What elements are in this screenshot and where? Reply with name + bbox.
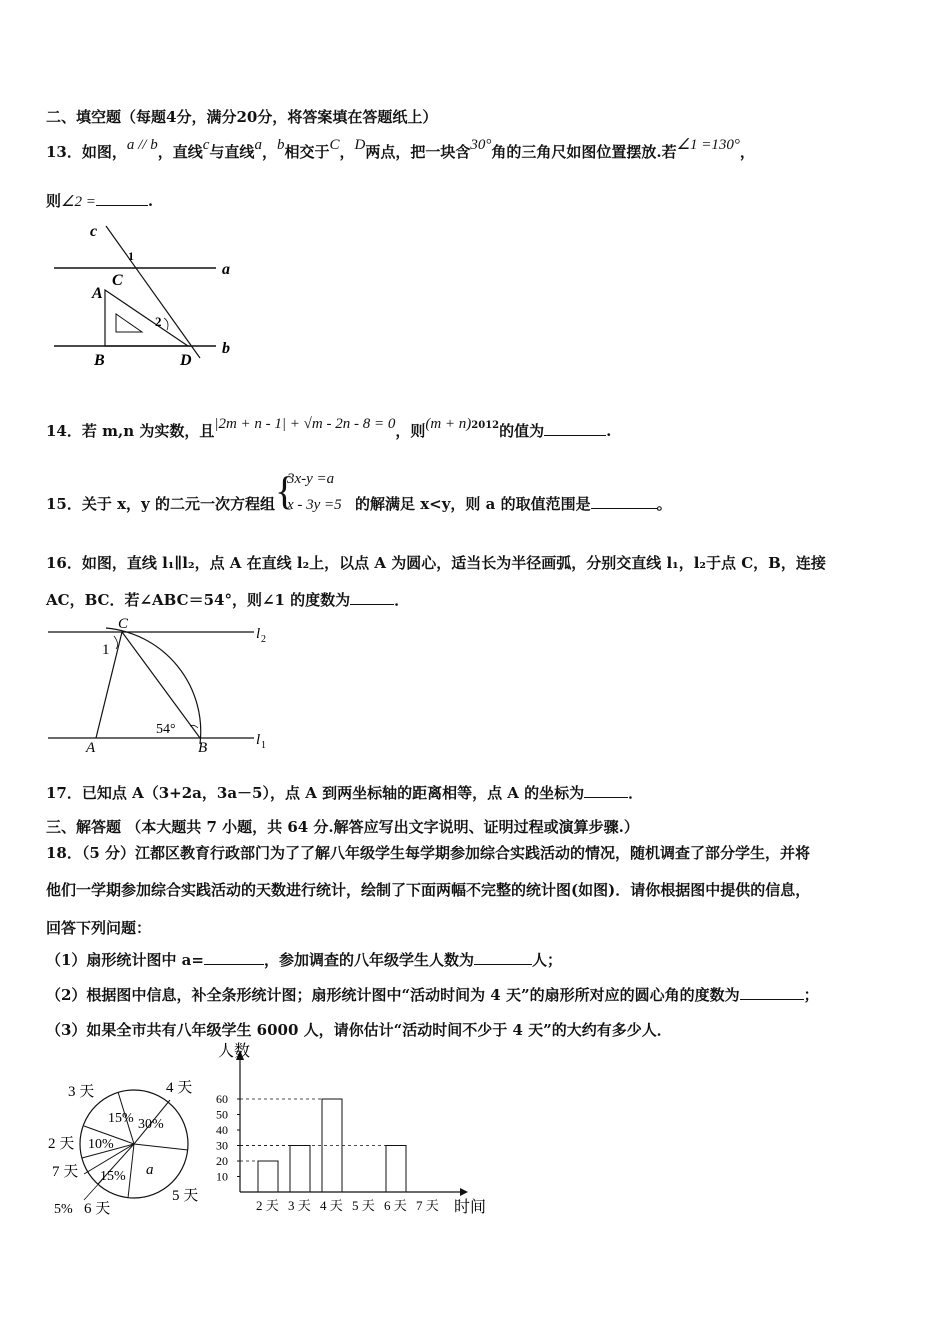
answer-blank — [544, 423, 606, 436]
triangle-inner — [116, 314, 142, 332]
q18-sub1 — [46, 949, 562, 970]
category-label-4days: 4 天 — [166, 1080, 193, 1096]
section3-title: 三、解答题 （本大题共 7 小题，共 64 分.解答应写出文字说明、证明过程或演算步骤.） — [46, 818, 639, 836]
q13-math6: D — [354, 137, 366, 153]
q14-line — [46, 416, 612, 441]
q13-math2: c — [202, 137, 210, 153]
slice-label-5days-pct: a — [146, 1162, 154, 1178]
q18-sub3: （3）如果全市共有八年级学生 6000 人，请你估计“活动时间不少于 4 天”的大约有多少人． — [46, 1021, 672, 1039]
q13-text3: 与直线 — [209, 143, 255, 161]
category-label-3days: 3 天 — [68, 1084, 95, 1100]
q16-end: ． — [394, 591, 410, 609]
q13-math1: a // b — [126, 137, 158, 153]
angle2-arc — [164, 318, 168, 330]
y-tick-label: 60 — [216, 1092, 228, 1106]
q17-text1: 已知点 A（3+2a，3a－5），点 A 到两坐标轴的距离相等，点 A 的坐标为 — [81, 784, 585, 802]
q15-num: 15． — [46, 495, 82, 513]
fig-label-A: A — [86, 740, 96, 756]
q13-line1 — [46, 137, 755, 162]
x-tick-label: 7 天 — [416, 1198, 439, 1213]
pie-chart — [44, 1070, 214, 1220]
q14-math1: |2m + n - 1| + √m - 2n - 8 = 0 — [214, 416, 396, 432]
q14-text1: 若 m,n 为实数，且 — [81, 422, 215, 440]
q16-text2: AC，BC．若∠ABC＝54°，则∠1 的度数为 — [46, 591, 351, 609]
slice-label-4days-pct: 30% — [138, 1117, 164, 1132]
x-tick-label: 4 天 — [320, 1198, 343, 1213]
q13-text1: 如图， — [81, 143, 127, 161]
q13-text5: 相交于 — [284, 143, 330, 161]
q13-math5: C — [329, 137, 340, 153]
slice-label-3days-pct: 15% — [108, 1111, 134, 1126]
q18-sub2-pre: （2）根据图中信息，补全条形统计图；扇形统计图中“活动时间为 4 天”的扇形所对应的圆心角的度数为 — [46, 986, 740, 1004]
x-tick-label: 2 天 — [256, 1198, 279, 1213]
answer-blank — [474, 952, 532, 965]
y-tick-label: 20 — [216, 1154, 228, 1168]
q14-math2: (m + n) — [425, 416, 472, 432]
q17-line — [46, 782, 643, 803]
q13-line2-math: ∠2 = — [61, 194, 96, 210]
slice-label-6days-pct: 15% — [100, 1169, 126, 1184]
q13-figure — [40, 222, 250, 372]
fig-label-l2: l — [256, 626, 261, 642]
q18-line1: 18．（5 分）江都区教育行政部门为了了解八年级学生每学期参加综合实践活动的情况，随机调查了部分学生，并将 — [46, 844, 811, 862]
q15-text2: 的解满足 x<y，则 a 的取值范围是 — [354, 495, 591, 513]
bar — [290, 1146, 310, 1193]
q18-sub1-end: 人； — [531, 951, 562, 969]
slice-label-2days-pct: 10% — [88, 1137, 114, 1152]
fig-label-l1-sub: 1 — [261, 740, 266, 751]
q16-line2 — [46, 589, 409, 610]
q15-line — [46, 468, 672, 514]
bar — [258, 1161, 278, 1192]
q13-line2-end: . — [147, 192, 154, 210]
q17-num: 17． — [46, 784, 82, 802]
q13-text8: 角的三角尺如图位置摆放.若 — [491, 143, 677, 161]
q13-text2: ，直线 — [157, 143, 203, 161]
slice-label-7days-pct: 5% — [54, 1202, 73, 1217]
q13-text6: ， — [339, 143, 355, 161]
q14-exponent: 2012 — [471, 420, 500, 431]
fig-label-54: 54° — [156, 722, 176, 737]
y-axis-label: 人数 — [218, 1043, 251, 1060]
q13-line2-pre: 则 — [46, 192, 62, 210]
fig-label-l2-sub: 2 — [261, 634, 266, 645]
q16-num: 16． — [46, 554, 82, 572]
x-axis-label: 时间 — [454, 1199, 487, 1216]
q15-eq1: 3x-y =a — [286, 471, 335, 487]
fig-label-C: C — [118, 616, 129, 632]
answer-blank — [591, 496, 657, 509]
x-axis-arrow-icon — [460, 1188, 468, 1196]
answer-blank — [740, 987, 804, 1000]
fig-label-a: a — [222, 261, 230, 278]
y-tick-label: 10 — [216, 1169, 228, 1184]
q14-text3: 的值为 — [499, 422, 545, 440]
q13-math3: a — [254, 137, 262, 153]
q16-line1 — [46, 552, 826, 573]
arc — [106, 628, 201, 744]
answer-blank — [350, 592, 394, 605]
answer-blank — [584, 785, 628, 798]
fig-label-D: D — [180, 352, 192, 369]
y-tick-label: 40 — [216, 1123, 228, 1137]
q18-line2: 他们一学期参加综合实践活动的天数进行统计，绘制了下面两幅不完整的统计图(如图)．请你根据图中提供的信息， — [46, 881, 811, 899]
fig-label-b: b — [222, 340, 230, 357]
q14-num: 14． — [46, 422, 82, 440]
fig-label-C: C — [112, 272, 123, 289]
x-tick-label: 5 天 — [352, 1198, 375, 1213]
q15-system — [274, 468, 355, 513]
fig-label-A: A — [92, 285, 103, 302]
section2-title: 二、填空题（每题4分，满分20分，将答案填在答题纸上） — [46, 108, 438, 126]
fig-label-B: B — [198, 740, 208, 756]
q18-sub1-pre: （1）扇形统计图中 a= — [46, 951, 204, 969]
fig-label-1: 1 — [102, 642, 110, 658]
q14-end: . — [606, 422, 612, 440]
angle1-arc — [114, 636, 118, 649]
category-label-7days: 7 天 — [52, 1164, 79, 1180]
q15-text1: 关于 x，y 的二元一次方程组 — [81, 495, 275, 513]
bar — [386, 1146, 406, 1193]
q15-eq2: x - 3y =5 — [286, 497, 342, 513]
answer-blank — [96, 193, 148, 206]
q13-math7: 30° — [470, 137, 492, 153]
slice-border — [128, 1144, 134, 1198]
triangle-ruler — [105, 290, 188, 346]
x-tick-label: 6 天 — [384, 1198, 407, 1213]
q18-sub2-end: ； — [803, 986, 819, 1004]
bar-chart — [210, 1040, 500, 1230]
q18-line3: 回答下列问题： — [46, 919, 152, 937]
q13-line2 — [46, 190, 153, 211]
fig-label-1: 1 — [128, 249, 134, 263]
q18-sub1-mid: ，参加调查的八年级学生人数为 — [263, 951, 474, 969]
category-label-5days: 5 天 — [172, 1188, 199, 1204]
q13-text7: 两点，把一块含 — [365, 143, 471, 161]
line-c — [106, 226, 200, 358]
q13-math8: ∠1 =130° — [676, 137, 740, 153]
category-label-2days: 2 天 — [48, 1136, 75, 1152]
category-label-6days: 6 天 — [84, 1201, 111, 1217]
x-tick-label: 3 天 — [288, 1198, 311, 1213]
fig-label-B: B — [94, 352, 105, 369]
q14-text2: ，则 — [395, 422, 426, 440]
q16-figure — [44, 616, 274, 756]
q17-end: ． — [628, 784, 644, 802]
q13-math4: b — [276, 137, 285, 153]
q13-text4: ， — [261, 143, 277, 161]
brace-icon: { — [274, 468, 295, 513]
y-tick-label: 50 — [216, 1107, 228, 1122]
q15-end: 。 — [656, 495, 672, 513]
slice-border — [134, 1144, 188, 1150]
q16-text1: 如图，直线 l₁∥l₂，点 A 在直线 l₂上，以点 A 为圆心，适当长为半径画弧，分别交直线 l₁，l₂于点 C，B，连接 — [81, 554, 826, 572]
q13-text9: ， — [739, 143, 755, 161]
y-tick-label: 30 — [216, 1138, 228, 1153]
fig-label-c: c — [90, 223, 98, 240]
q13-num: 13． — [46, 143, 82, 161]
q18-sub2 — [46, 984, 819, 1005]
answer-blank — [204, 952, 264, 965]
fig-label-l1: l — [256, 732, 261, 748]
fig-label-2: 2 — [155, 314, 162, 329]
